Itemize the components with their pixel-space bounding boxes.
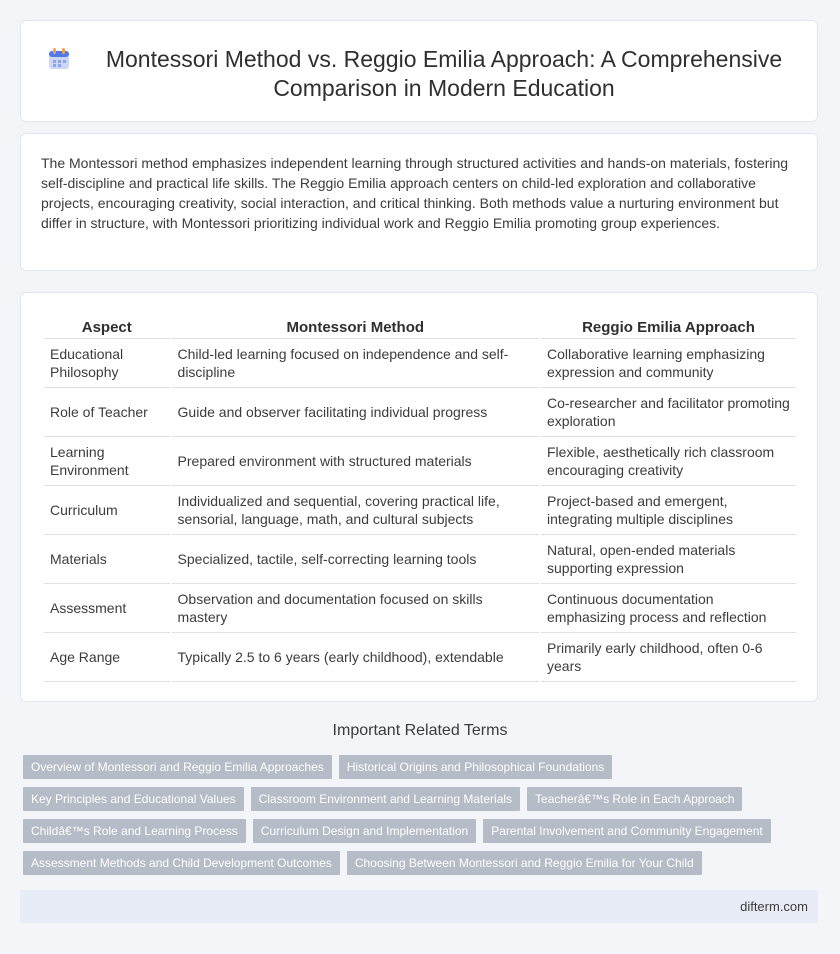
- related-term-link[interactable]: Curriculum Design and Implementation: [253, 819, 476, 843]
- related-term-link[interactable]: Choosing Between Montessori and Reggio Emilia for Your Child: [347, 851, 702, 875]
- cell-reggio: Primarily early childhood, often 0-6 years: [541, 633, 796, 682]
- table-row: [44, 535, 796, 584]
- cell-aspect: Assessment: [44, 584, 170, 633]
- table-row: [44, 633, 796, 682]
- related-term-link[interactable]: Classroom Environment and Learning Materials: [251, 787, 520, 811]
- cell-montessori: Guide and observer facilitating individual progress: [172, 388, 539, 437]
- related-term-link[interactable]: Childâ€™s Role and Learning Process: [23, 819, 246, 843]
- tag-row: [23, 787, 813, 811]
- calendar-icon: [47, 47, 71, 71]
- related-term-link[interactable]: Parental Involvement and Community Engagement: [483, 819, 770, 843]
- related-terms-heading: Important Related Terms: [332, 722, 508, 739]
- related-term-link[interactable]: Assessment Methods and Child Development Outcomes: [23, 851, 340, 875]
- title-card: [20, 20, 818, 122]
- table-row: [44, 339, 796, 388]
- header-reggio: Reggio Emilia Approach: [541, 315, 796, 339]
- cell-montessori: Typically 2.5 to 6 years (early childhood), extendable: [172, 633, 539, 682]
- summary-text: The Montessori method emphasizes independent learning through structured activities and hands-on materials, fostering self-discipline and practical life skills. The Reggio Emilia approach centers on child-led exploration and collaborative projects, encouraging creativity, social interaction, and critical thinking. Both methods value a nurturing environment but differ in structure, with Montessori prioritizing individual work and Reggio Emilia promoting group experiences.: [41, 155, 789, 231]
- cell-montessori: Observation and documentation focused on skills mastery: [172, 584, 539, 633]
- related-term-link[interactable]: Overview of Montessori and Reggio Emilia Approaches: [23, 755, 332, 779]
- cell-aspect: Materials: [44, 535, 170, 584]
- cell-montessori: Individualized and sequential, covering practical life, sensorial, language, math, and cultural subjects: [172, 486, 539, 535]
- cell-reggio: Collaborative learning emphasizing expression and community: [541, 339, 796, 388]
- related-term-link[interactable]: Teacherâ€™s Role in Each Approach: [527, 787, 742, 811]
- table-row: [44, 388, 796, 437]
- table-row: [44, 437, 796, 486]
- cell-montessori: Specialized, tactile, self-correcting learning tools: [172, 535, 539, 584]
- cell-reggio: Continuous documentation emphasizing process and reflection: [541, 584, 796, 633]
- header-aspect: Aspect: [44, 315, 170, 339]
- header-montessori: Montessori Method: [172, 315, 539, 339]
- cell-reggio: Co-researcher and facilitator promoting exploration: [541, 388, 796, 437]
- related-term-link[interactable]: Historical Origins and Philosophical Foundations: [339, 755, 612, 779]
- cell-aspect: Role of Teacher: [44, 388, 170, 437]
- table-row: [44, 584, 796, 633]
- cell-montessori: Child-led learning focused on independence and self-discipline: [172, 339, 539, 388]
- comparison-table: [42, 315, 798, 682]
- related-terms-list: [23, 755, 813, 883]
- tag-row: [23, 819, 813, 843]
- cell-reggio: Flexible, aesthetically rich classroom encouraging creativity: [541, 437, 796, 486]
- page-title: Montessori Method vs. Reggio Emilia Approach: A Comprehensive Comparison in Modern Education: [105, 46, 783, 101]
- cell-aspect: Age Range: [44, 633, 170, 682]
- cell-montessori: Prepared environment with structured materials: [172, 437, 539, 486]
- tag-row: [23, 851, 813, 875]
- footer: [20, 890, 818, 923]
- cell-aspect: Educational Philosophy: [44, 339, 170, 388]
- table-header-row: [44, 315, 796, 339]
- related-term-link[interactable]: Key Principles and Educational Values: [23, 787, 244, 811]
- cell-reggio: Natural, open-ended materials supporting expression: [541, 535, 796, 584]
- table-row: [44, 486, 796, 535]
- cell-aspect: Curriculum: [44, 486, 170, 535]
- cell-reggio: Project-based and emergent, integrating multiple disciplines: [541, 486, 796, 535]
- footer-site-link[interactable]: difterm.com: [740, 899, 808, 914]
- cell-aspect: Learning Environment: [44, 437, 170, 486]
- summary-card: [20, 133, 818, 271]
- tag-row: [23, 755, 813, 779]
- comparison-table-card: [20, 292, 818, 702]
